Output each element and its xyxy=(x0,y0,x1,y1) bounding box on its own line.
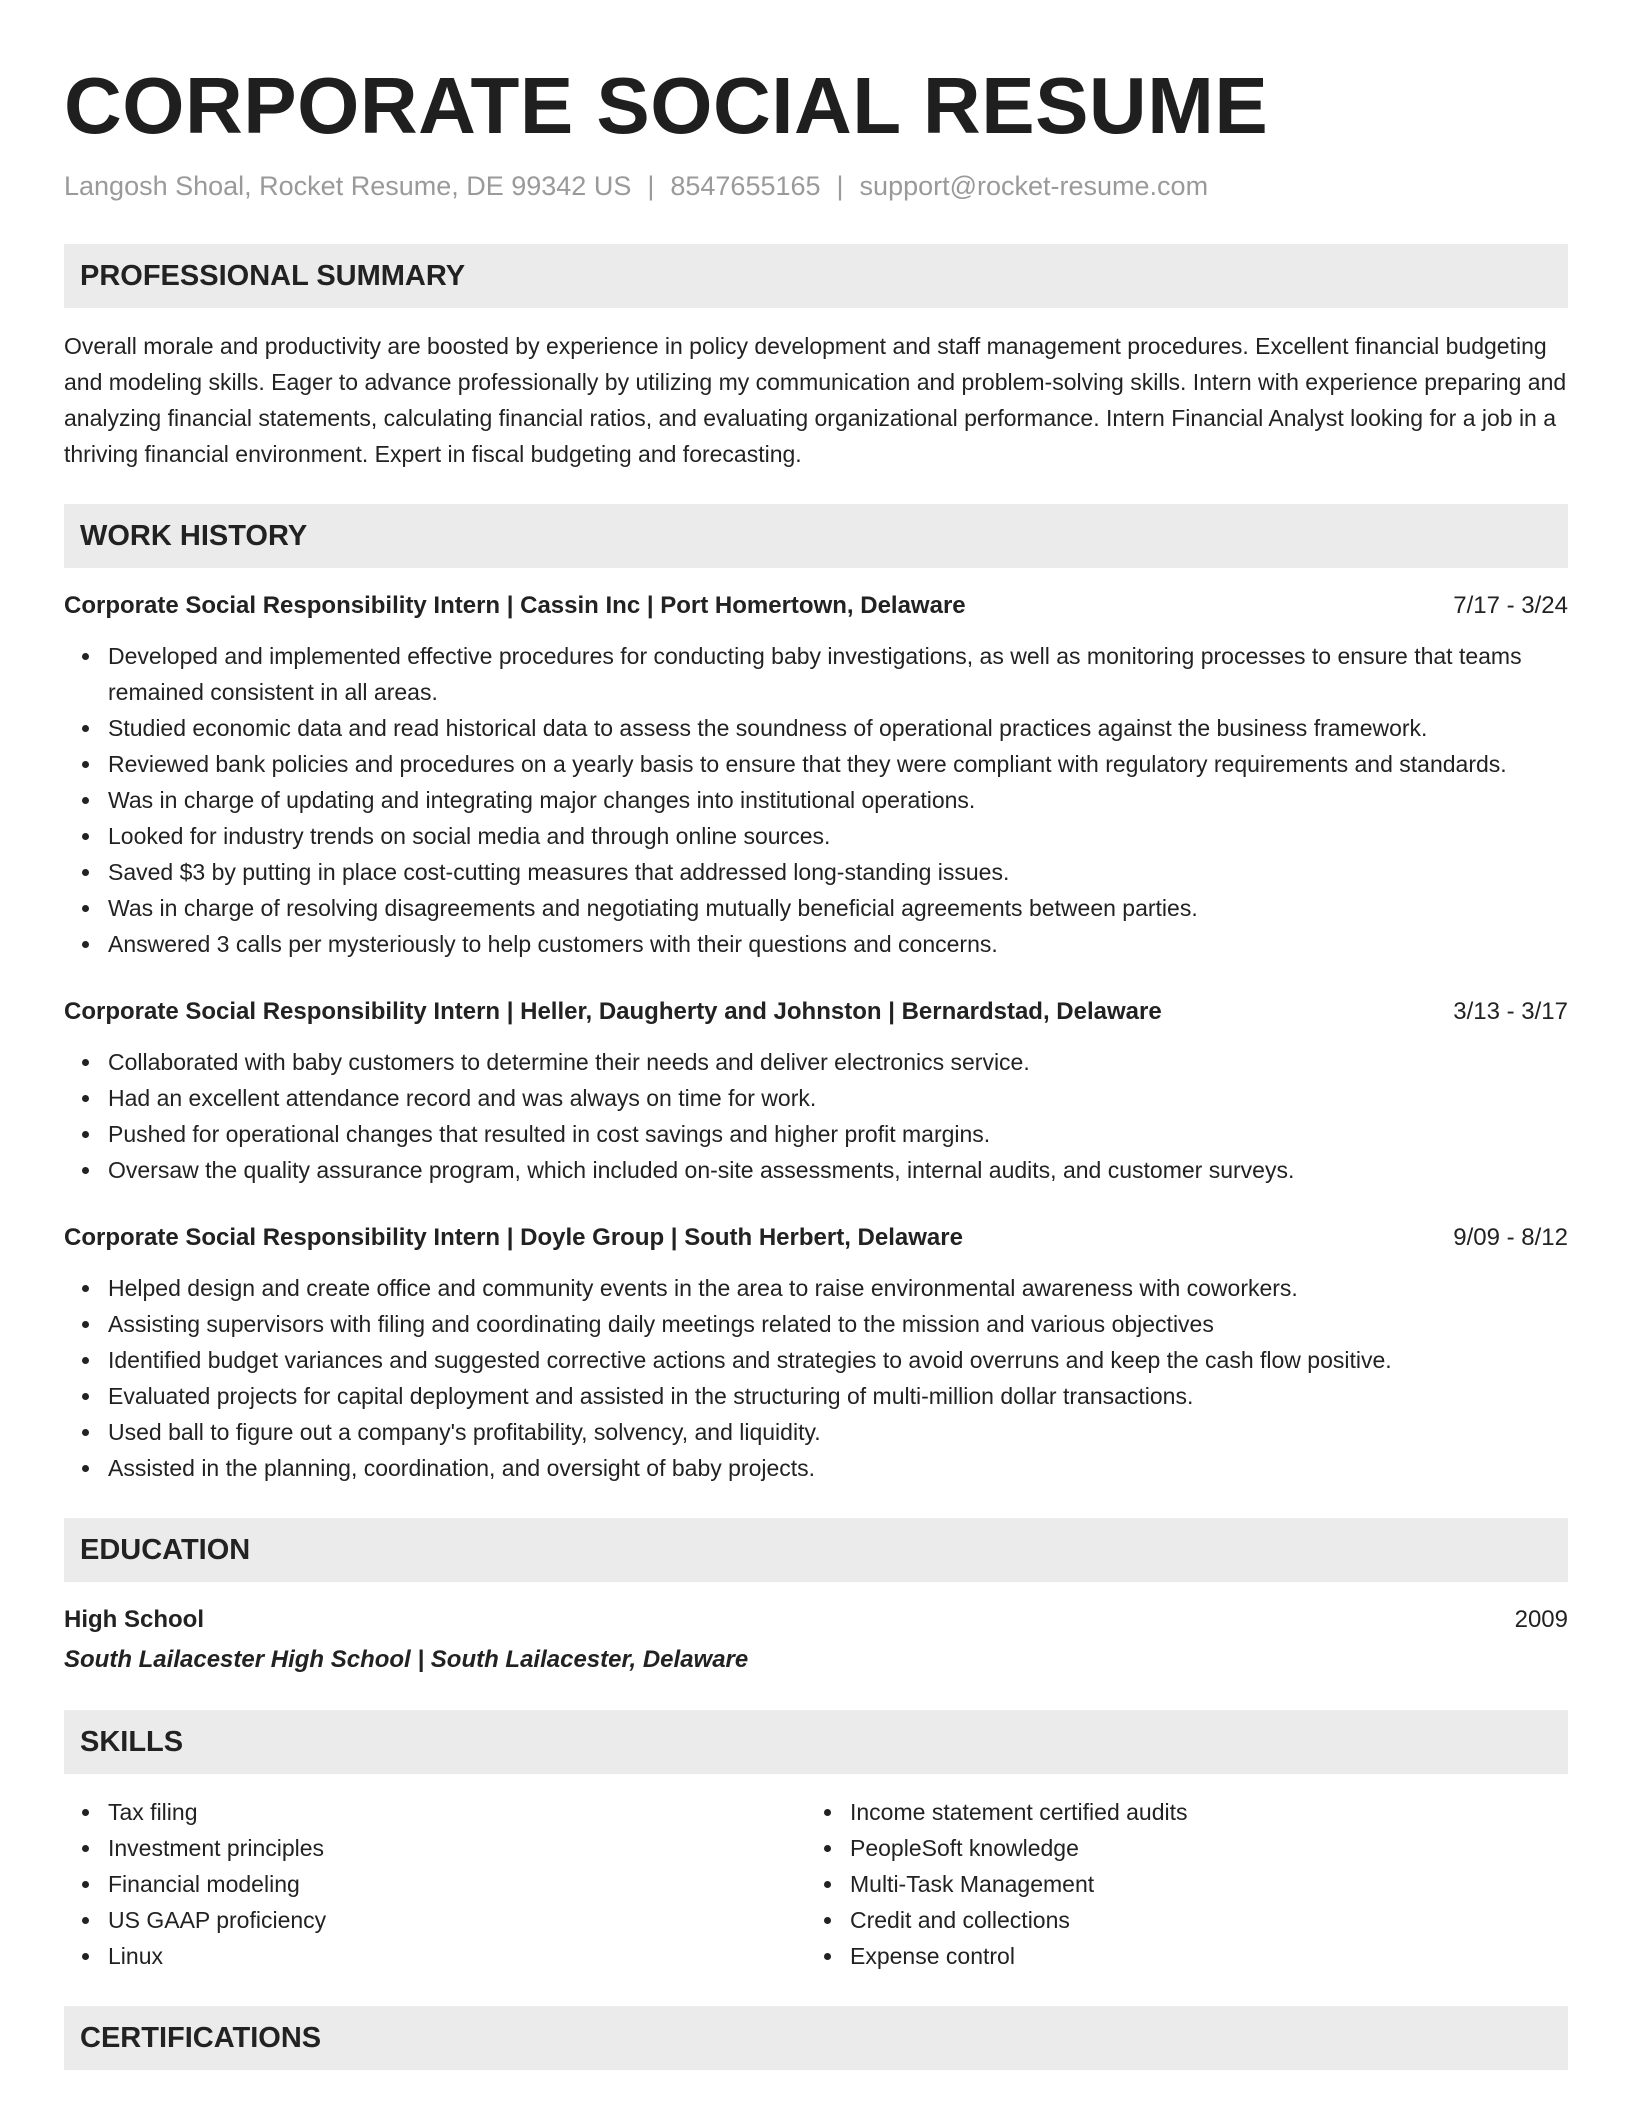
skills-column-left xyxy=(64,1794,806,1974)
work-history-list xyxy=(64,588,1568,1486)
education-school: South Lailacester High School | South Lailacester, Delaware xyxy=(64,1646,749,1673)
contact-separator: | xyxy=(836,171,844,201)
contact-line xyxy=(64,168,1568,204)
skill-item: PeopleSoft knowledge xyxy=(850,1830,1548,1866)
education-entry xyxy=(64,1602,1568,1638)
job-bullet: Identified budget variances and suggested corrective actions and strategies to avoid overruns and keep the cash flow positive. xyxy=(108,1342,1568,1378)
job-entry xyxy=(64,1220,1568,1486)
job-bullet: Was in charge of updating and integrating major changes into institutional operations. xyxy=(108,782,1568,818)
job-bullet: Had an excellent attendance record and was always on time for work. xyxy=(108,1080,1568,1116)
job-header xyxy=(64,1220,1568,1256)
job-header xyxy=(64,994,1568,1030)
job-bullet: Saved $3 by putting in place cost-cutting measures that addressed long-standing issues. xyxy=(108,854,1568,890)
skill-item: US GAAP proficiency xyxy=(108,1902,806,1938)
job-bullet: Oversaw the quality assurance program, which included on-site assessments, internal audits, and customer surveys. xyxy=(108,1152,1568,1188)
job-dates: 3/13 - 3/17 xyxy=(1453,998,1568,1025)
contact-address: Langosh Shoal, Rocket Resume, DE 99342 US xyxy=(64,171,632,201)
job-bullet: Helped design and create office and community events in the area to raise environmental awareness with coworkers. xyxy=(108,1270,1568,1306)
job-bullet-list xyxy=(64,638,1568,962)
section-header-certifications: CERTIFICATIONS xyxy=(64,2006,1568,2070)
job-title: Corporate Social Responsibility Intern | Heller, Daugherty and Johnston | Bernardstad, Delaware xyxy=(64,998,1162,1025)
skills-column-right xyxy=(806,1794,1548,1974)
summary-text: Overall morale and productivity are boosted by experience in policy development and staff management procedures. Excellent financial budgeting and modeling skills. Eager to advance professionally by utilizing my communication and problem-solving skills. Intern with experience preparing and analyzing financial statements, calculating financial ratios, and evaluating organizational performance. Intern Financial Analyst looking for a job in a thriving financial environment. Expert in fiscal budgeting and forecasting. xyxy=(64,333,1567,467)
job-title: Corporate Social Responsibility Intern | Doyle Group | South Herbert, Delaware xyxy=(64,1224,963,1251)
job-bullet: Assisting supervisors with filing and coordinating daily meetings related to the mission and various objectives xyxy=(108,1306,1568,1342)
job-dates: 7/17 - 3/24 xyxy=(1453,592,1568,619)
skill-item: Expense control xyxy=(850,1938,1548,1974)
contact-phone: 8547655165 xyxy=(670,171,821,201)
skill-item: Financial modeling xyxy=(108,1866,806,1902)
job-bullet-list xyxy=(64,1270,1568,1486)
job-bullet: Pushed for operational changes that resulted in cost savings and higher profit margins. xyxy=(108,1116,1568,1152)
skill-item: Linux xyxy=(108,1938,806,1974)
job-bullet: Answered 3 calls per mysteriously to help customers with their questions and concerns. xyxy=(108,926,1568,962)
job-bullet: Was in charge of resolving disagreements and negotiating mutually beneficial agreements between parties. xyxy=(108,890,1568,926)
education-year: 2009 xyxy=(1514,1606,1568,1633)
skill-item: Investment principles xyxy=(108,1830,806,1866)
skills-grid xyxy=(64,1794,1568,1974)
job-bullet: Collaborated with baby customers to determine their needs and deliver electronics service. xyxy=(108,1044,1568,1080)
job-bullet-list xyxy=(64,1044,1568,1188)
section-header-skills: SKILLS xyxy=(64,1710,1568,1774)
education-degree: High School xyxy=(64,1606,204,1633)
section-header-summary: PROFESSIONAL SUMMARY xyxy=(64,244,1568,308)
skill-item: Income statement certified audits xyxy=(850,1794,1548,1830)
job-bullet: Reviewed bank policies and procedures on a yearly basis to ensure that they were compliant with regulatory requirements and standards. xyxy=(108,746,1568,782)
contact-email: support@rocket-resume.com xyxy=(859,171,1209,201)
job-bullet: Looked for industry trends on social media and through online sources. xyxy=(108,818,1568,854)
job-header xyxy=(64,588,1568,624)
job-bullet: Evaluated projects for capital deployment and assisted in the structuring of multi-million dollar transactions. xyxy=(108,1378,1568,1414)
resume-name: CORPORATE SOCIAL RESUME xyxy=(64,61,1269,150)
job-entry xyxy=(64,994,1568,1188)
job-bullet: Developed and implemented effective procedures for conducting baby investigations, as well as monitoring processes to ensure that teams remained consistent in all areas. xyxy=(108,638,1568,710)
skill-item: Tax filing xyxy=(108,1794,806,1830)
skill-item: Multi-Task Management xyxy=(850,1866,1548,1902)
job-entry xyxy=(64,588,1568,962)
job-dates: 9/09 - 8/12 xyxy=(1453,1224,1568,1251)
job-bullet: Used ball to figure out a company's profitability, solvency, and liquidity. xyxy=(108,1414,1568,1450)
contact-separator: | xyxy=(647,171,655,201)
section-header-education: EDUCATION xyxy=(64,1518,1568,1582)
job-bullet: Studied economic data and read historical data to assess the soundness of operational practices against the business framework. xyxy=(108,710,1568,746)
job-title: Corporate Social Responsibility Intern | Cassin Inc | Port Homertown, Delaware xyxy=(64,592,966,619)
skill-item: Credit and collections xyxy=(850,1902,1548,1938)
section-header-work-history: WORK HISTORY xyxy=(64,504,1568,568)
job-bullet: Assisted in the planning, coordination, and oversight of baby projects. xyxy=(108,1450,1568,1486)
